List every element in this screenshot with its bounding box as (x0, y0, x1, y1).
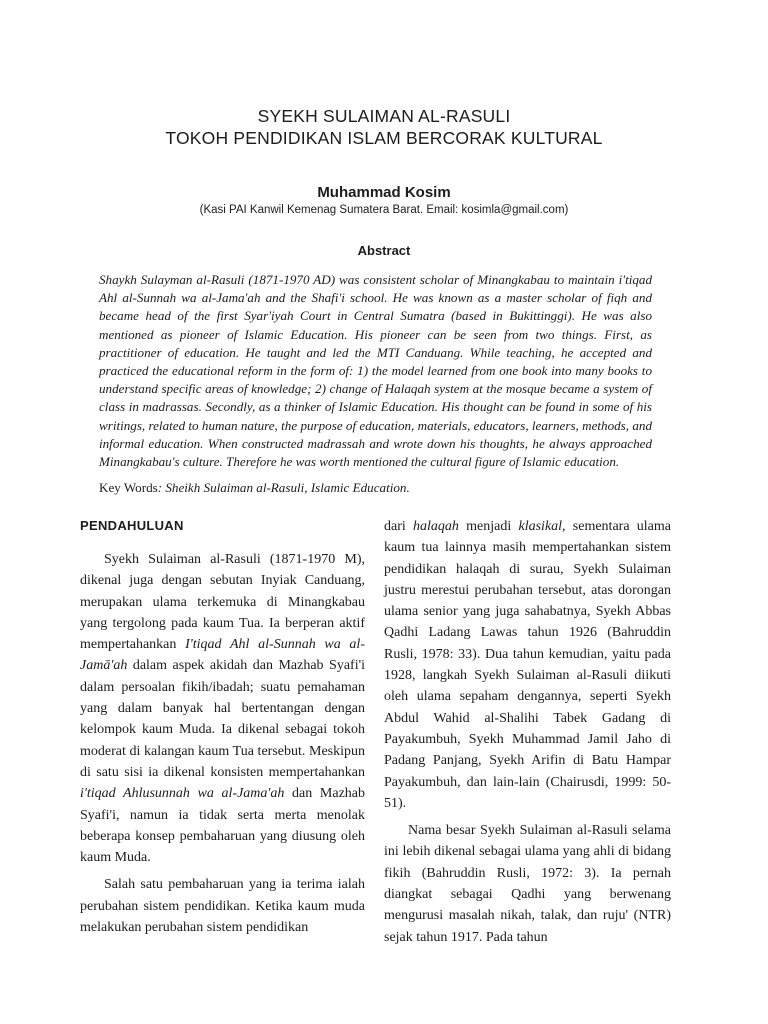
left-paragraph-1 (80, 549, 365, 868)
right-paragraph-2: Nama besar Syekh Sulaiman al-Rasuli selama ini lebih dikenal sebagai ulama yang ahli di bidang fikih (Bahruddin Rusli, 1972: 3). Ia pernah diangkat sebagai Qadhi yang berwenang mengurusi masalah nikah, talak, dan ruju' (NTR) sejak tahun 1917. Pada tahun (384, 823, 671, 945)
text-run: Syekh Sulaiman al-Rasuli (1871-1970 M), dikenal juga dengan sebutan Inyiak Canduang, merupakan ulama terkemuka di Minangkabau yang tergolong pada kaum Tua. Ia berperan aktif mempertahankan (80, 552, 365, 653)
italic-term: klasikal (518, 519, 563, 534)
author-affiliation: (Kasi PAI Kanwil Kemenag Sumatera Barat. Email: kosimla@gmail.com) (199, 204, 569, 216)
left-column (80, 516, 365, 944)
abstract-heading: Abstract (357, 243, 411, 258)
text-run: menjadi (458, 519, 519, 534)
paper-title (0, 105, 768, 149)
italic-term: I'tiqad Ahl al-Sunnah wa al-Jamā'ah (80, 637, 365, 674)
right-paragraph-1 (384, 516, 671, 814)
keywords-label: Key Words (99, 480, 158, 495)
text-run: , sementara ulama kaum tua lainnya masih mempertahankan sistem pendidikan halaqah di surau, Syekh Sulaiman justru merestui perubahan tersebut, atas dorongan ulama senior yang juga sahabatnya, Syekh Abbas Qadhi Ladang Lawas tahun 1926 (Bahruddin Rusli, 1978: 33). Dua tahun kemudian, yaitu pada 1928, langkah Syekh Sulaiman al-Rasuli diikuti oleh ulama sepaham dengannya, seperti Syekh Abdul Wahid al-Shalihi Tabek Gadang di Payakumbuh, Syekh Muhammad Jamil Jaho di Padang Panjang, Syekh Arifin di Batu Hampar Payakumbuh, dan lain-lain (Chairusdi, 1999: 50-51). (384, 519, 671, 811)
title-line-2: TOKOH PENDIDIKAN ISLAM BERCORAK KULTURAL (165, 128, 603, 148)
section-heading: PENDAHULUAN (80, 518, 184, 533)
text-run: dan Mazhab Syafi'i, namun ia tidak serta merta menolak beberapa konsep pembaharuan yang diusung oleh kaum Muda. (80, 786, 365, 866)
abstract-text: Shaykh Sulayman al-Rasuli (1871-1970 AD) was consistent scholar of Minangkabau to maintain i'tiqad Ahl al-Sunnah wa al-Jama'ah and the Shafi'i school. He was known as a master scholar of fiqh and became head of the first Syar'iyah Court in Central Sumatra (based in Bukittinggi). He was also mentioned as pioneer of Islamic Education. His pioneer can be seen from two things. First, as practitioner of education. He taught and led the MTI Canduang. While teaching, he accepted and practiced the educational reform in the form of: 1) the model learned from one book into many books to understand specific areas of knowledge; 2) change of Halaqah system at the mosque became a system of class in madrassas. Secondly, as a thinker of Islamic Education. His thought can be found in some of his writings, related to human nature, the purpose of education, materials, educators, learners, methods, and informal education. When constructed madrassah and wrote down his thoughts, he always approached Minangkabau's culture. Therefore he was worth mentioned the cultural figure of Islamic education. (99, 272, 652, 470)
keywords (99, 479, 652, 497)
italic-term: halaqah (413, 519, 459, 534)
text-run: dari (384, 519, 414, 534)
right-column (384, 516, 671, 954)
title-line-1: SYEKH SULAIMAN AL-RASULI (257, 106, 511, 126)
italic-term: i'tiqad Ahlusunnah wa al-Jama'ah (80, 786, 285, 802)
text-run: dalam aspek akidah dan Mazhab Syafi'i dalam persoalan fikih/ibadah; suatu pemahaman yang dalam banyak hal bertentangan dengan kelompok kaum Muda. Ia dikenal sebagai tokoh moderat di kalangan kaum Tua tersebut. Meskipun di satu sisi ia dikenal konsisten mempertahankan (80, 658, 365, 780)
author-name: Muhammad Kosim (317, 184, 451, 201)
left-paragraph-2: Salah satu pembaharuan yang ia terima ialah perubahan sistem pendidikan. Ketika kaum muda melakukan perubahan sistem pendidikan (80, 877, 365, 936)
keywords-value: : Sheikh Sulaiman al-Rasuli, Islamic Education. (157, 480, 410, 495)
